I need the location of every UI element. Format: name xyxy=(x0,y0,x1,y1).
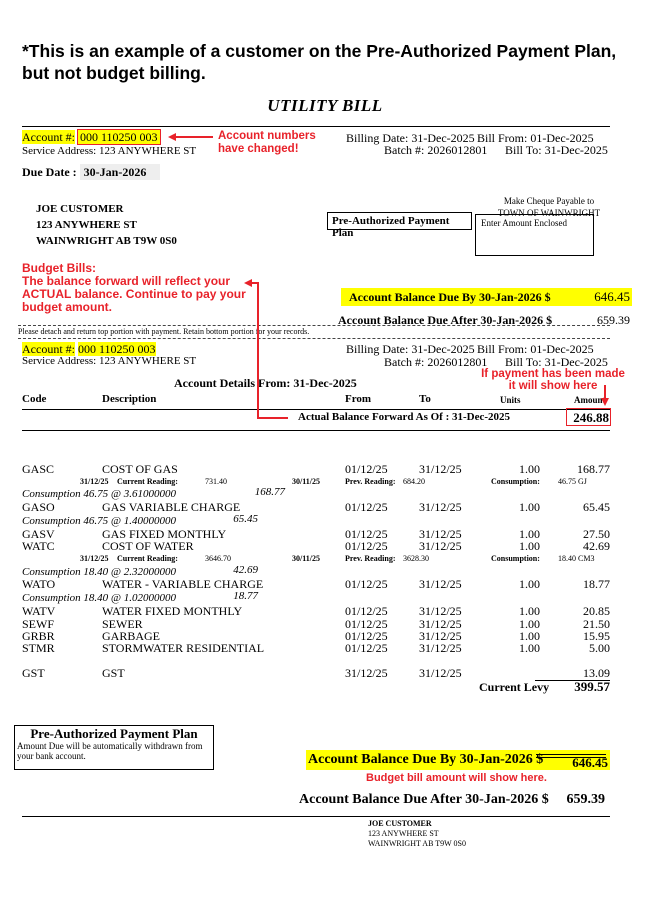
bottom-due-after-label: Account Balance Due After 30-Jan-2026 $ xyxy=(299,792,549,807)
bottom-due-by-label: Account Balance Due By 30-Jan-2026 $ xyxy=(308,752,544,767)
payable-line1: Make Cheque Payable to xyxy=(503,196,595,206)
watc-consumption: Consumption 18.40 @ 2.32000000 xyxy=(22,566,177,578)
watc-consumption-amount: 42.69 xyxy=(233,564,258,576)
gaso-consumption: Consumption 46.75 @ 1.40000000 xyxy=(22,515,177,527)
line-item-gasc: GASC COST OF GAS 01/12/25 31/12/25 1.00 168.77 xyxy=(22,462,610,476)
service-address-value: 123 ANYWHERE ST xyxy=(98,145,197,157)
details-title: Account Details From: 31-Dec-2025 xyxy=(174,376,357,390)
payment-made-note: If payment has been made it will show here xyxy=(481,368,625,392)
col-code: Code xyxy=(22,393,47,405)
line-item-gaso: GASO GAS VARIABLE CHARGE 01/12/25 31/12/25 1.00 65.45 xyxy=(22,500,610,514)
enter-amount-box[interactable]: Enter Amount Enclosed xyxy=(475,214,594,256)
account-changed-note: Account numbers have changed! xyxy=(218,130,316,155)
billing-date-2: Billing Date: 31-Dec-2025 xyxy=(346,342,475,356)
line-item-grbr: GRBR GARBAGE 01/12/25 31/12/25 1.00 15.95 xyxy=(22,629,610,643)
pap-label-box: Pre-Authorized Payment Plan xyxy=(327,212,472,230)
water-reading-row: 31/12/25 Current Reading: 3646.70 30/11/25 Prev. Reading: 3628.30 Consumption: 18.40 CM3 xyxy=(80,554,595,563)
line-item-stmr: STMR STORMWATER RESIDENTIAL 01/12/25 31/12/25 1.00 5.00 xyxy=(22,641,610,655)
footer-name: JOE CUSTOMER xyxy=(368,819,432,828)
stub-due-after-amount: 659.39 xyxy=(597,313,630,327)
account-label: Account #: xyxy=(22,130,75,144)
balance-forward-amount: 246.88 xyxy=(573,410,609,425)
gasc-consumption: Consumption 46.75 @ 3.61000000 xyxy=(22,488,177,500)
footer-street: 123 ANYWHERE ST xyxy=(368,829,439,838)
stub-due-after-label: Account Balance Due After 30-Jan-2026 $ xyxy=(338,313,553,327)
account-label-2: Account #: xyxy=(22,342,75,356)
line-item-wato: WATO WATER - VARIABLE CHARGE 01/12/25 31/12/25 1.00 18.77 xyxy=(22,577,610,591)
line-item-watv: WATV WATER FIXED MONTHLY 01/12/25 31/12/25 1.00 20.85 xyxy=(22,604,610,618)
batch-number-2: Batch #: 2026012801 xyxy=(384,355,488,369)
gas-reading-row: 31/12/25 Current Reading: 731.40 30/11/25 Prev. Reading: 684.20 Consumption: 46.75 GJ xyxy=(80,477,587,486)
bill-title: UTILITY BILL xyxy=(267,96,383,115)
bill-from: Bill From: 01-Dec-2025 xyxy=(477,131,594,145)
stub-due-by-label: Account Balance Due By 30-Jan-2026 $ xyxy=(349,290,551,304)
line-item-sewf: SEWF SEWER 01/12/25 31/12/25 1.00 21.50 xyxy=(22,617,610,631)
wato-consumption-amount: 18.77 xyxy=(233,590,258,602)
col-to: To xyxy=(419,393,431,405)
service-address-label: Service Address: xyxy=(22,145,97,157)
col-amount: Amount xyxy=(574,395,606,405)
payable-line2: TOWN OF WAINWRIGHT xyxy=(497,208,601,218)
due-date-label: Due Date : xyxy=(22,165,77,179)
example-banner: *This is an example of a customer on the Pre-Authorized Payment Plan, but not budget billing. xyxy=(22,41,617,83)
col-from: From xyxy=(345,393,372,405)
service-address-value-2: 123 ANYWHERE ST xyxy=(98,355,197,367)
account-number: 000 110250 003 xyxy=(77,129,161,145)
col-description: Description xyxy=(102,393,157,405)
gasc-consumption-amount: 168.77 xyxy=(254,486,285,498)
bill-to-2: Bill To: 31-Dec-2025 xyxy=(505,355,608,369)
col-units: Units xyxy=(500,395,521,405)
line-item-gst: GST GST 31/12/25 31/12/25 13.09 xyxy=(22,666,610,680)
budget-note-text: The balance forward will reflect your ACTUAL balance. Continue to pay your budget amount. xyxy=(22,274,246,314)
line-item-gasv: GASV GAS FIXED MONTHLY 01/12/25 31/12/25 1.00 27.50 xyxy=(22,527,610,541)
billing-date: Billing Date: 31-Dec-2025 xyxy=(346,131,475,145)
customer-city: WAINWRIGHT AB T9W 0S0 xyxy=(36,235,177,247)
customer-name: JOE CUSTOMER xyxy=(36,203,124,215)
budget-note-title: Budget Bills: xyxy=(22,261,96,275)
footer-city: WAINWRIGHT AB T9W 0S0 xyxy=(368,839,466,848)
detach-note: Please detach and return top portion with payment. Retain bottom portion for your records. xyxy=(18,327,310,336)
bill-from-2: Bill From: 01-Dec-2025 xyxy=(477,342,594,356)
service-address-label-2: Service Address: xyxy=(22,355,97,367)
gaso-consumption-amount: 65.45 xyxy=(233,513,258,525)
budget-amount-note: Budget bill amount will show here. xyxy=(366,772,547,784)
batch-number: Batch #: 2026012801 xyxy=(384,143,488,157)
stub-due-by-amount: 646.45 xyxy=(594,289,630,304)
current-levy-amount: 399.57 xyxy=(574,679,610,694)
account-number-2: 000 110250 003 xyxy=(78,342,156,356)
line-item-watc: WATC COST OF WATER 01/12/25 31/12/25 1.00 42.69 xyxy=(22,539,610,553)
due-date-value: 30-Jan-2026 xyxy=(80,164,161,180)
pap-info-title: Pre-Authorized Payment Plan xyxy=(30,726,198,741)
bottom-due-by-amount: 646.45 xyxy=(572,755,608,770)
bill-to: Bill To: 31-Dec-2025 xyxy=(505,143,608,157)
current-levy-label: Current Levy xyxy=(479,680,550,694)
pap-info-text: Amount Due will be automatically withdrawn from your bank account. xyxy=(17,741,203,761)
bottom-due-after-amount: 659.39 xyxy=(566,792,605,807)
customer-street: 123 ANYWHERE ST xyxy=(36,219,137,231)
wato-consumption: Consumption 18.40 @ 1.02000000 xyxy=(22,592,177,604)
balance-forward-label: Actual Balance Forward As Of : 31-Dec-2025 xyxy=(298,411,511,423)
arrow-to-balance-forward xyxy=(246,283,288,418)
